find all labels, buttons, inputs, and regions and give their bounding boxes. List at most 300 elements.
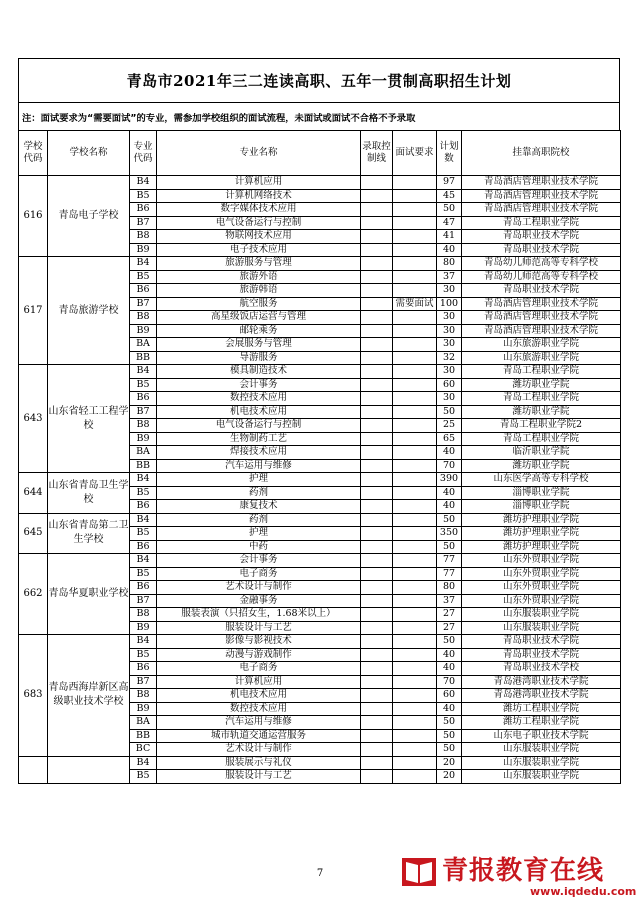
interview-cell xyxy=(393,689,437,703)
major-code-cell: B6 xyxy=(130,500,157,514)
interview-cell xyxy=(393,581,437,595)
major-code-cell: B8 xyxy=(130,689,157,703)
interview-cell xyxy=(393,621,437,635)
plan-cell: 50 xyxy=(437,540,462,554)
major-code-cell: B6 xyxy=(130,284,157,298)
control-line-cell xyxy=(361,594,393,608)
major-name-cell: 药剂 xyxy=(157,486,361,500)
plan-cell: 50 xyxy=(437,405,462,419)
college-cell: 青岛职业技术学院 xyxy=(462,243,621,257)
major-name-cell: 电气设备运行与控制 xyxy=(157,216,361,230)
major-name-cell: 机电技术应用 xyxy=(157,405,361,419)
college-cell: 青岛港湾职业技术学院 xyxy=(462,689,621,703)
major-name-cell: 动漫与游戏制作 xyxy=(157,648,361,662)
enrollment-plan-table xyxy=(18,130,621,784)
college-cell: 山东电子职业技术学院 xyxy=(462,729,621,743)
major-name-cell: 高星级饭店运营与管理 xyxy=(157,311,361,325)
college-cell: 青岛幼儿师范高等专科学校 xyxy=(462,257,621,271)
interview-cell xyxy=(393,513,437,527)
major-name-cell: 中药 xyxy=(157,540,361,554)
major-code-cell: B4 xyxy=(130,365,157,379)
interview-cell xyxy=(393,729,437,743)
plan-cell: 40 xyxy=(437,486,462,500)
control-line-cell xyxy=(361,324,393,338)
interview-cell xyxy=(393,405,437,419)
college-cell: 青岛工程职业学院 xyxy=(462,432,621,446)
control-line-cell xyxy=(361,540,393,554)
college-cell: 青岛职业技术学院 xyxy=(462,635,621,649)
plan-cell: 47 xyxy=(437,216,462,230)
school-code-cell: 616 xyxy=(19,176,48,257)
college-cell: 山东旅游职业学院 xyxy=(462,351,621,365)
major-name-cell: 服装展示与礼仪 xyxy=(157,756,361,770)
major-code-cell: BA xyxy=(130,446,157,460)
control-line-cell xyxy=(361,176,393,190)
major-code-cell: B4 xyxy=(130,756,157,770)
major-code-cell: B5 xyxy=(130,270,157,284)
header-interview: 面试要求 xyxy=(393,131,437,176)
interview-cell xyxy=(393,243,437,257)
plan-sheet xyxy=(18,58,620,784)
plan-cell: 40 xyxy=(437,702,462,716)
major-name-cell: 会计事务 xyxy=(157,554,361,568)
control-line-cell xyxy=(361,635,393,649)
interview-cell xyxy=(393,270,437,284)
major-name-cell: 金融事务 xyxy=(157,594,361,608)
major-code-cell: B7 xyxy=(130,405,157,419)
control-line-cell xyxy=(361,513,393,527)
control-line-cell xyxy=(361,675,393,689)
major-name-cell: 计算机网络技术 xyxy=(157,189,361,203)
college-cell: 山东旅游职业学院 xyxy=(462,338,621,352)
interview-cell xyxy=(393,594,437,608)
college-cell: 青岛工程职业学院 xyxy=(462,216,621,230)
plan-cell: 97 xyxy=(437,176,462,190)
plan-cell: 65 xyxy=(437,432,462,446)
major-name-cell: 物联网技术应用 xyxy=(157,230,361,244)
major-code-cell: B5 xyxy=(130,567,157,581)
major-name-cell: 数控技术应用 xyxy=(157,392,361,406)
site-logo xyxy=(400,848,636,900)
major-code-cell: B9 xyxy=(130,432,157,446)
major-name-cell: 城市轨道交通运营服务 xyxy=(157,729,361,743)
school-code-cell: 644 xyxy=(19,473,48,514)
major-code-cell: B7 xyxy=(130,675,157,689)
interview-cell xyxy=(393,675,437,689)
control-line-cell xyxy=(361,189,393,203)
page-number: 7 xyxy=(316,868,324,879)
major-code-cell: B9 xyxy=(130,324,157,338)
school-code-cell: 617 xyxy=(19,257,48,365)
plan-cell: 50 xyxy=(437,743,462,757)
interview-cell xyxy=(393,662,437,676)
college-cell: 潍坊护理职业学院 xyxy=(462,527,621,541)
plan-cell: 70 xyxy=(437,459,462,473)
plan-cell: 30 xyxy=(437,392,462,406)
plan-cell: 25 xyxy=(437,419,462,433)
major-name-cell: 艺术设计与制作 xyxy=(157,743,361,757)
college-cell: 青岛酒店管理职业技术学院 xyxy=(462,324,621,338)
college-cell: 山东服装职业学院 xyxy=(462,743,621,757)
major-name-cell: 电子技术应用 xyxy=(157,243,361,257)
school-name-cell: 山东省青岛卫生学校 xyxy=(48,473,130,514)
major-code-cell: B5 xyxy=(130,648,157,662)
major-code-cell: BA xyxy=(130,716,157,730)
school-name-cell: 青岛华夏职业学校 xyxy=(48,554,130,635)
college-cell: 潍坊护理职业学院 xyxy=(462,513,621,527)
control-line-cell xyxy=(361,567,393,581)
interview-cell xyxy=(393,716,437,730)
interview-cell xyxy=(393,324,437,338)
major-code-cell: B5 xyxy=(130,189,157,203)
major-name-cell: 药剂 xyxy=(157,513,361,527)
interview-cell xyxy=(393,311,437,325)
header-school-name: 学校名称 xyxy=(48,131,130,176)
major-code-cell: BB xyxy=(130,459,157,473)
major-code-cell: B6 xyxy=(130,540,157,554)
major-name-cell: 邮轮乘务 xyxy=(157,324,361,338)
major-name-cell: 生物制药工艺 xyxy=(157,432,361,446)
college-cell: 潍坊职业学院 xyxy=(462,459,621,473)
plan-cell: 32 xyxy=(437,351,462,365)
plan-cell: 50 xyxy=(437,716,462,730)
control-line-cell xyxy=(361,473,393,487)
major-name-cell: 服装设计与工艺 xyxy=(157,770,361,784)
interview-cell xyxy=(393,648,437,662)
control-line-cell xyxy=(361,527,393,541)
interview-cell xyxy=(393,392,437,406)
school-name-cell: 青岛电子学校 xyxy=(48,176,130,257)
major-name-cell: 旅游外语 xyxy=(157,270,361,284)
college-cell: 青岛港湾职业技术学院 xyxy=(462,675,621,689)
plan-cell: 60 xyxy=(437,689,462,703)
interview-cell xyxy=(393,284,437,298)
school-name-cell: 山东省轻工工程学校 xyxy=(48,365,130,473)
major-code-cell: BB xyxy=(130,351,157,365)
plan-cell: 27 xyxy=(437,621,462,635)
plan-cell: 60 xyxy=(437,378,462,392)
control-line-cell xyxy=(361,500,393,514)
plan-cell: 50 xyxy=(437,513,462,527)
table-row xyxy=(19,756,621,770)
interview-cell xyxy=(393,702,437,716)
interview-cell xyxy=(393,446,437,460)
plan-cell: 41 xyxy=(437,230,462,244)
interview-cell xyxy=(393,432,437,446)
control-line-cell xyxy=(361,365,393,379)
table-row xyxy=(19,257,621,271)
major-code-cell: B4 xyxy=(130,473,157,487)
plan-cell: 27 xyxy=(437,608,462,622)
control-line-cell xyxy=(361,297,393,311)
major-code-cell: B4 xyxy=(130,554,157,568)
major-code-cell: B4 xyxy=(130,257,157,271)
control-line-cell xyxy=(361,432,393,446)
header-school-code: 学校代码 xyxy=(19,131,48,176)
college-cell: 青岛工程职业学院2 xyxy=(462,419,621,433)
table-row xyxy=(19,635,621,649)
college-cell: 山东外贸职业学院 xyxy=(462,554,621,568)
major-name-cell: 数控技术应用 xyxy=(157,702,361,716)
school-code-cell: 645 xyxy=(19,513,48,554)
plan-cell: 30 xyxy=(437,311,462,325)
control-line-cell xyxy=(361,216,393,230)
plan-cell: 37 xyxy=(437,594,462,608)
major-name-cell: 计算机应用 xyxy=(157,176,361,190)
plan-cell: 37 xyxy=(437,270,462,284)
interview-cell xyxy=(393,216,437,230)
table-row xyxy=(19,513,621,527)
major-name-cell: 影像与影视技术 xyxy=(157,635,361,649)
plan-cell: 30 xyxy=(437,365,462,379)
major-name-cell: 旅游韩语 xyxy=(157,284,361,298)
major-name-cell: 护理 xyxy=(157,473,361,487)
school-code-cell: 683 xyxy=(19,635,48,757)
logo-url: www.iqdedu.com xyxy=(530,885,637,898)
plan-cell: 40 xyxy=(437,243,462,257)
major-name-cell: 服装表演（只招女生，1.68米以上） xyxy=(157,608,361,622)
interview-cell xyxy=(393,567,437,581)
interview-cell xyxy=(393,257,437,271)
control-line-cell xyxy=(361,716,393,730)
control-line-cell xyxy=(361,378,393,392)
control-line-cell xyxy=(361,581,393,595)
control-line-cell xyxy=(361,554,393,568)
major-name-cell: 艺术设计与制作 xyxy=(157,581,361,595)
major-code-cell: B9 xyxy=(130,621,157,635)
control-line-cell xyxy=(361,338,393,352)
control-line-cell xyxy=(361,608,393,622)
major-code-cell: B7 xyxy=(130,297,157,311)
plan-cell: 50 xyxy=(437,729,462,743)
control-line-cell xyxy=(361,621,393,635)
interview-cell xyxy=(393,527,437,541)
major-code-cell: B4 xyxy=(130,635,157,649)
college-cell: 山东外贸职业学院 xyxy=(462,567,621,581)
college-cell: 青岛酒店管理职业技术学院 xyxy=(462,297,621,311)
college-cell: 潍坊工程职业学院 xyxy=(462,702,621,716)
school-name-cell: 青岛旅游学校 xyxy=(48,257,130,365)
page-title: 青岛市2021年三二连读高职、五年一贯制高职招生计划 xyxy=(18,58,620,102)
table-row xyxy=(19,473,621,487)
control-line-cell xyxy=(361,405,393,419)
college-cell: 临沂职业学院 xyxy=(462,446,621,460)
control-line-cell xyxy=(361,392,393,406)
interview-cell: 需要面试 xyxy=(393,297,437,311)
school-code-cell xyxy=(19,756,48,783)
plan-cell: 30 xyxy=(437,324,462,338)
major-code-cell: B6 xyxy=(130,662,157,676)
table-row xyxy=(19,554,621,568)
plan-cell: 20 xyxy=(437,756,462,770)
interview-cell xyxy=(393,378,437,392)
interview-cell xyxy=(393,473,437,487)
college-cell: 山东医学高等专科学校 xyxy=(462,473,621,487)
major-name-cell: 计算机应用 xyxy=(157,675,361,689)
control-line-cell xyxy=(361,459,393,473)
major-name-cell: 数字媒体技术应用 xyxy=(157,203,361,217)
college-cell: 青岛酒店管理职业技术学院 xyxy=(462,203,621,217)
college-cell: 青岛酒店管理职业技术学院 xyxy=(462,189,621,203)
major-code-cell: B6 xyxy=(130,392,157,406)
control-line-cell xyxy=(361,486,393,500)
major-name-cell: 导游服务 xyxy=(157,351,361,365)
interview-cell xyxy=(393,338,437,352)
major-code-cell: B6 xyxy=(130,581,157,595)
interview-cell xyxy=(393,419,437,433)
college-cell: 青岛幼儿师范高等专科学校 xyxy=(462,270,621,284)
major-name-cell: 汽车运用与维修 xyxy=(157,459,361,473)
control-line-cell xyxy=(361,689,393,703)
header-college: 挂靠高职院校 xyxy=(462,131,621,176)
table-header-row xyxy=(19,131,621,176)
header-plan: 计划数 xyxy=(437,131,462,176)
major-code-cell: B4 xyxy=(130,176,157,190)
header-control-line: 录取控制线 xyxy=(361,131,393,176)
plan-cell: 350 xyxy=(437,527,462,541)
college-cell: 潍坊护理职业学院 xyxy=(462,540,621,554)
interview-cell xyxy=(393,459,437,473)
college-cell: 淄博职业学院 xyxy=(462,500,621,514)
control-line-cell xyxy=(361,770,393,784)
control-line-cell xyxy=(361,446,393,460)
major-name-cell: 服装设计与工艺 xyxy=(157,621,361,635)
major-code-cell: B6 xyxy=(130,203,157,217)
major-name-cell: 机电技术应用 xyxy=(157,689,361,703)
major-code-cell: BC xyxy=(130,743,157,757)
major-code-cell: B9 xyxy=(130,702,157,716)
plan-cell: 40 xyxy=(437,648,462,662)
header-major-code: 专业代码 xyxy=(130,131,157,176)
interview-cell xyxy=(393,743,437,757)
plan-cell: 77 xyxy=(437,554,462,568)
plan-cell: 80 xyxy=(437,581,462,595)
plan-cell: 30 xyxy=(437,284,462,298)
college-cell: 青岛酒店管理职业技术学院 xyxy=(462,311,621,325)
school-name-cell: 青岛西海岸新区高级职业技术学校 xyxy=(48,635,130,757)
table-body xyxy=(19,176,621,784)
college-cell: 山东服装职业学院 xyxy=(462,770,621,784)
college-cell: 潍坊职业学院 xyxy=(462,405,621,419)
plan-cell: 40 xyxy=(437,500,462,514)
major-code-cell: B9 xyxy=(130,243,157,257)
major-name-cell: 护理 xyxy=(157,527,361,541)
plan-cell: 77 xyxy=(437,567,462,581)
plan-cell: 80 xyxy=(437,257,462,271)
control-line-cell xyxy=(361,257,393,271)
college-cell: 淄博职业学院 xyxy=(462,486,621,500)
interview-cell xyxy=(393,756,437,770)
interview-cell xyxy=(393,635,437,649)
college-cell: 青岛职业技术学院 xyxy=(462,230,621,244)
control-line-cell xyxy=(361,203,393,217)
school-code-cell: 643 xyxy=(19,365,48,473)
control-line-cell xyxy=(361,648,393,662)
major-code-cell: B4 xyxy=(130,513,157,527)
college-cell: 山东服装职业学院 xyxy=(462,756,621,770)
major-name-cell: 电子商务 xyxy=(157,567,361,581)
school-code-cell: 662 xyxy=(19,554,48,635)
major-name-cell: 模具制造技术 xyxy=(157,365,361,379)
major-code-cell: B8 xyxy=(130,230,157,244)
interview-note: 注：面试要求为“需要面试”的专业，需参加学校组织的面试流程，未面试或面试不合格不予录取 xyxy=(18,102,620,130)
interview-cell xyxy=(393,365,437,379)
interview-cell xyxy=(393,608,437,622)
college-cell: 青岛职业技术学院 xyxy=(462,648,621,662)
table-row xyxy=(19,176,621,190)
plan-cell: 40 xyxy=(437,446,462,460)
major-code-cell: B8 xyxy=(130,419,157,433)
major-code-cell: B8 xyxy=(130,311,157,325)
interview-cell xyxy=(393,540,437,554)
interview-cell xyxy=(393,189,437,203)
plan-cell: 70 xyxy=(437,675,462,689)
interview-cell xyxy=(393,554,437,568)
control-line-cell xyxy=(361,243,393,257)
college-cell: 青岛职业技术学院 xyxy=(462,284,621,298)
major-code-cell: B5 xyxy=(130,486,157,500)
plan-cell: 100 xyxy=(437,297,462,311)
interview-cell xyxy=(393,486,437,500)
interview-cell xyxy=(393,500,437,514)
header-major-name: 专业名称 xyxy=(157,131,361,176)
college-cell: 山东外贸职业学院 xyxy=(462,594,621,608)
plan-cell: 30 xyxy=(437,338,462,352)
major-name-cell: 焊接技术应用 xyxy=(157,446,361,460)
interview-cell xyxy=(393,203,437,217)
plan-cell: 40 xyxy=(437,662,462,676)
control-line-cell xyxy=(361,702,393,716)
control-line-cell xyxy=(361,230,393,244)
major-code-cell: B7 xyxy=(130,216,157,230)
book-icon xyxy=(400,852,438,890)
college-cell: 青岛职业技术学校 xyxy=(462,662,621,676)
college-cell: 山东外贸职业学院 xyxy=(462,581,621,595)
logo-brand: 青报教育在线 xyxy=(442,856,605,886)
college-cell: 潍坊工程职业学院 xyxy=(462,716,621,730)
interview-cell xyxy=(393,770,437,784)
major-code-cell: B7 xyxy=(130,594,157,608)
major-name-cell: 会计事务 xyxy=(157,378,361,392)
control-line-cell xyxy=(361,351,393,365)
plan-cell: 50 xyxy=(437,203,462,217)
plan-cell: 45 xyxy=(437,189,462,203)
major-code-cell: BB xyxy=(130,729,157,743)
plan-cell: 50 xyxy=(437,635,462,649)
control-line-cell xyxy=(361,419,393,433)
major-code-cell: B5 xyxy=(130,378,157,392)
plan-cell: 390 xyxy=(437,473,462,487)
major-name-cell: 汽车运用与维修 xyxy=(157,716,361,730)
major-name-cell: 电子商务 xyxy=(157,662,361,676)
table-row xyxy=(19,365,621,379)
control-line-cell xyxy=(361,756,393,770)
college-cell: 山东服装职业学院 xyxy=(462,621,621,635)
interview-cell xyxy=(393,230,437,244)
major-name-cell: 旅游服务与管理 xyxy=(157,257,361,271)
school-name-cell xyxy=(48,756,130,783)
major-name-cell: 电气设备运行与控制 xyxy=(157,419,361,433)
interview-cell xyxy=(393,351,437,365)
control-line-cell xyxy=(361,729,393,743)
control-line-cell xyxy=(361,311,393,325)
control-line-cell xyxy=(361,270,393,284)
major-name-cell: 会展服务与管理 xyxy=(157,338,361,352)
major-name-cell: 康复技术 xyxy=(157,500,361,514)
control-line-cell xyxy=(361,743,393,757)
major-code-cell: B5 xyxy=(130,770,157,784)
major-code-cell: BA xyxy=(130,338,157,352)
